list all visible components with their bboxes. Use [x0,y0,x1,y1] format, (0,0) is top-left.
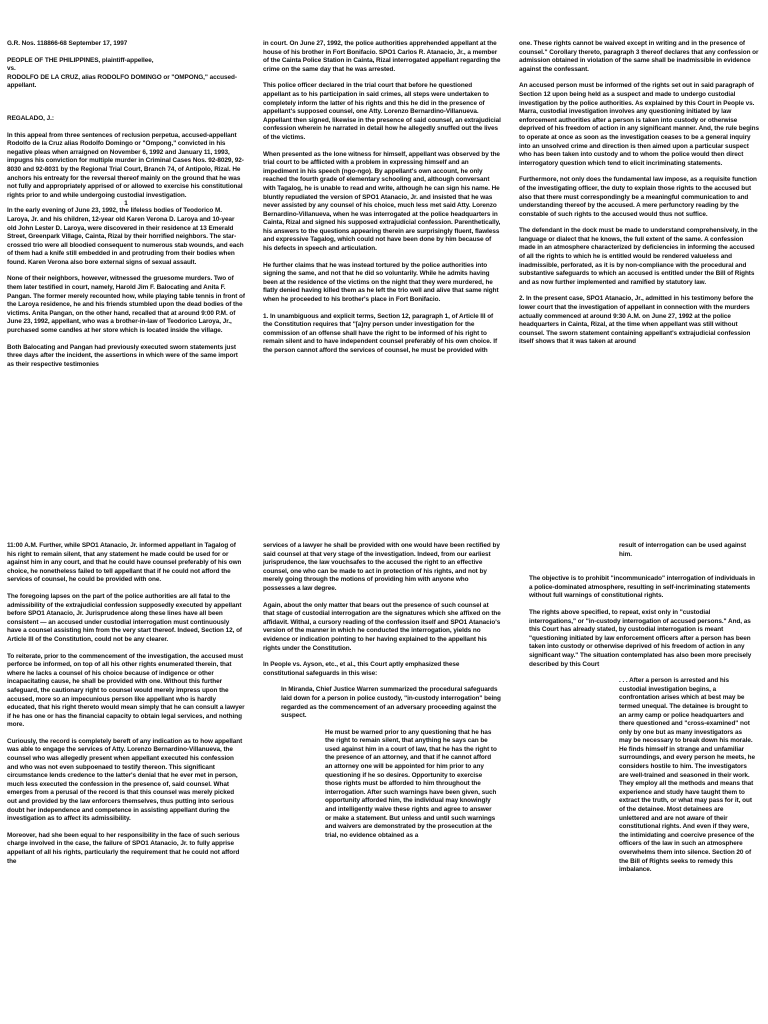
text-column-2 [263,40,501,476]
paragraph: In this appeal from three sentences of reclusion perpetua, accused-appellant Rodolfo de la Cruz alias Rodolfo Domingo or "Ompong," convicted in his negative pleas when arraigned on November 6, 1992 and January 11, 1993, impugns his conviction for multiple murder in Criminal Cases Nos. 92-8029, 92-8030 and 92-8031 by the Regional Trial Court, Branch 74, of Antipolo, Rizal. He anchors his entreaty for the reversal thereof mainly on the ground that he was not fully and appropriately apprised of or allowed to exercise his constitutional rights prior to and while undergoing custodial investigation. [7,131,244,199]
ponente: REGALADO, J.: [7,114,54,122]
text-column-4 [7,542,245,1020]
paragraph: To reiterate, prior to the commencement of the investigation, the accused must perforce be informed, on top of all his other rights enumerated therein, that where he lacks a counsel of his choice because of indigence or other incapacitating cause, he shall be provided with one. Without this further safeguard, the cautionary right to counsel would merely impress upon the accused, more so an impecunious person like appellant who is hardly educated, that his right thereto would mean simply that he can consult a lawyer if he has one or has the financial capacity to obtain legal services, and nothing more. [7,652,245,729]
paragraph: When presented as the lone witness for himself, appellant was observed by the trial court to be afflicted with a problem in expressing himself and an impediment in his speech (ngo-ngo). By appellant's own account, he only reached the fourth grade of elementary schooling and, although conversant with Tagalog, he is unable to read and write, although he can sign his name. He bluntly repudiated the version of SPO1 Atanacio, Jr. and insisted that he was never assisted by any counsel of his choice, much less met said Atty. Lorenzo Bernardino-Villanueva, when he was interrogated at the police headquarters in Cainta, Rizal and signed his supposed extrajudicial confession. Parenthetically, his answers to the questions appearing therein are surprisingly fluent, flawless and expressive Tagalog, which could not have been done by him because of his defects in speech and articulation. [263,150,501,253]
paragraph: The foregoing lapses on the part of the police authorities are all fatal to the admissibility of the extrajudicial confession supposedly executed by appellant before SPO1 Atanacio, Jr. Jurisprudence along these lines have all been consistent — an accused under custodial interrogation must continuously have a counsel assisting him from the very start thereof. Indeed, Section 12, of Article III of the Constitution, could not be any clearer. [7,592,243,643]
plaintiff-line: PEOPLE OF THE PHILIPPINES, plaintiff-appellee, [7,56,154,64]
case-number: G.R. Nos. 118866-68 September 17, 1997 [7,40,128,47]
paragraph: In the early evening of June 23, 1992, the lifeless bodies of Teodorico M. Laroya, Jr. and his children, 12-year old Karen Verona D. Laroya and 10-year old John Lester D. Laroya, were discovered in their residence at 13 Emerald Street, Greenpark Village, Cainta, Rizal by their horrified neighbors. The star-crossed trio were all bloodied consequent to numerous stab wounds, and each of them had a knife still embedded in and protruding from their bodies when found. Karen Verona also bore external signs of sexual assault. [7,207,244,266]
paragraph: The defendant in the dock must be made to understand comprehensively, in the language or dialect that he knows, the full extent of the same. A confession made in an atmosphere characterized by deficiencies in informing the accused of all the rights to which he is entitled would be rendered valueless and inadmissible, perforated, as it is by non-compliance with the procedural and substantive safeguards to which an accused is entitled under the Bill of Rights and as now further implemented and ramified by statutory law. [519,227,758,286]
paragraph: 2. In the present case, SPO1 Atanacio, Jr., admitted in his testimony before the lower court that the investigation of appellant in connection with the murders actually commenced at around 9:30 A.M. on June 27, 1992 at the police headquarters in Cainta, Rizal, at the time when appellant was still without counsel. The sworn statement containing appellant's extrajudicial confession itself shows that it was taken at around [519,295,754,346]
paragraph: in court. On June 27, 1992, the police authorities apprehended appellant at the house of his brother in Fort Bonifacio. SPO1 Carlos R. Atanacio, Jr., a member of the Cainta Police Station in Cainta, Rizal interrogated appellant regarding the crime on the same day that he was arrested. [263,40,501,73]
footnote-marker: 1 [124,200,128,208]
paragraph: He further claims that he was instead tortured by the police authorities into signing the same, and not that he did so voluntarily. While he admits having been at the residence of the victims on the night that they were murdered, he flatly denied having killed them as he left the trio well and alive that same night when he proceeded to his brother's place in Fort Bonifacio. [263,261,499,304]
paragraph: one. These rights cannot be waived except in writing and in the presence of counsel." Corollary thereto, paragraph 3 thereof declares that any confession or admission obtained in violation of the same shall be inadmissible in evidence against the confessant. [519,40,759,73]
paragraph: This police officer declared in the trial court that before he questioned appellant as to his participation in said crimes, all steps were undertaken to completely inform the latter of his rights and this he did in the presence of appellant's supposed counsel, one Atty. Lorenzo Bernardino-Villanueva. Appellant then signed, likewise in the presence of said counsel, an extrajudicial confession wherein he narrated in detail how he allegedly snuffed out the lives of the victims. [263,82,501,141]
paragraph: Moreover, had she been equal to her responsibility in the face of such serious charge involved in the case, the failure of SPO1 Atanacio, Jr. to fully apprise appellant of all his rights, particularly the requirement that he could not afford the [7,831,240,865]
paragraph: In People vs. Ayson, etc., et al., this Court aptly emphasized these constitutional safeguards in this wise: [263,661,460,677]
paragraph: An accused person must be informed of the rights set out in said paragraph of Section 12 upon being held as a suspect and made to undergo custodial investigation by the police authorities. As explained by this Court in People vs. Marra, custodial investigation involves any questioning initiated by law enforcement authorities after a person is taken into custody or otherwise deprived of his freedom of action in any significant manner. And, the rule begins to operate at once as soon as the investigation ceases to be a general inquiry into an unsolved crime and direction is then aimed upon a particular suspect who has been taken into custody and to whom the police would then direct interrogatory question which tend to elicit incriminating statements. [519,82,759,167]
paragraph: 11:00 A.M. Further, while SPO1 Atanacio, Jr. informed appellant in Tagalog of his right to remain silent, that any statement he made could be used for or against him in any court, and that he could have counsel preferably of his own choice, he nonetheless failed to tell appellant that if he could not afford the services of counsel, he could be provided with one. [7,542,242,584]
block-quote: In Miranda, Chief Justice Warren summarized the procedural safeguards laid down for a person in police custody, "in-custody interrogation" being regarded as the commencement of an adversary proceeding against the suspect. [281,686,501,720]
block-quote: The rights above specified, to repeat, exist only in "custodial interrogations," or "in-custody interrogation of accused persons." And, as this Court has already stated, by custodial interrogation is meant "questioning initiated by law enforcement officers after a person has been taken into custody or otherwise deprived of his freedom of action in any significant way." The situation contemplated has also been more precisely described by this Court [529,608,752,668]
text-column-6 [519,542,759,1020]
text-column-1 [7,40,245,476]
versus-line: vs. [7,65,16,73]
paragraph: 1. In unambiguous and explicit terms, Section 12, paragraph 1, of Article III of the Constitution requires that "[a]ny person under investigation for the commission of an offense shall have the right to be informed of his right to remain silent and to have independent counsel preferably of his own choice. If the person cannot afford the services of counsel, he must be provided with [263,312,498,354]
text-column-3 [519,40,759,476]
text-column-5 [263,542,501,1020]
paragraph: services of a lawyer he shall be provided with one would have been rectified by said counsel at that very stage of the investigation. Indeed, from our earliest jurisprudence, the law vouchsafes to the accused the right to an effective counsel, one who can be made to act in protection of his rights, and not by merely going through the motions of providing him with anyone who possesses a law degree. [263,542,500,592]
paragraph: None of their neighbors, however, witnessed the gruesome murders. Two of them later testified in court, namely, Harold Jim F. Balocating and Anita F. Pangan. The former merely recounted how, while playing table tennis in front of the Laroya residence, he and his friends stumbled upon the dead bodies of the victims. Anita Pangan, on the other hand, recalled that at around 9:00 P.M. of June 23, 1992, appellant, who was a brother-in-law of Teodorico Laroya, Jr., purchased some candles at her store which is located inside the village. [7,275,245,335]
paragraph: Furthermore, not only does the fundamental law impose, as a requisite function of the investigating officer, the duty to explain those rights to the accused but also that there must correspondingly be a meaningful communication to and understanding thereof by the accused. A mere perfunctory reading by the constable of such rights to the accused would thus not suffice. [519,176,757,218]
block-quote-continued: result of interrogation can be used against him. [619,542,747,558]
paragraph: Curiously, the record is completely bereft of any indication as to how appellant was able to engage the services of Atty. Lorenzo Bernardino-Villanueva, the counsel who was allegedly present when appellant executed his confession and who was not even subpoenaed to testify thereon. This significant circumstance lends credence to the latter's denial that he ever met in person, much less executed the confession in the presence of, said counsel. What emerges from a perusal of the record is that this counsel was merely picked out and provided by the law enforcers themselves, thus putting into serious doubt her independence and competence in assisting appellant during the investigation as to affect its admissibility. [7,737,243,823]
paragraph: Again, about the only matter that bears out the presence of such counsel at that stage of custodial interrogation are the signatures which she affixed on the affidavit. Withal, a cursory reading of the confession itself and SPO1 Atanacio's version of the manner in which he conducted the interrogation, yields no evidence or indication pointing to her having explained to the appellant his rights under the Constitution. [263,601,501,652]
accused-line: RODOLFO DE LA CRUZ, alias RODOLFO DOMINGO or "OMPONG," accused-appellant. [7,73,237,90]
block-quote: The objective is to prohibit "incommunicado" interrogation of individuals in a police-dominated atmosphere, resulting in self-incriminating statements without full warnings of constitutional rights. [529,575,755,600]
block-quote-nested: . . . After a person is arrested and his custodial investigation begins, a confrontation arises which at best may be termed unequal. The detainee is brought to an army camp or police headquarters and there questioned and "cross-examined" not only by one but as many investigators as may be necessary to break down his morale. He finds himself in strange and unfamiliar surroundings, and every person he meets, he considers hostile to him. The investigators are well-trained and seasoned in their work. They employ all the methods and means that experience and study have taught them to extract the truth, or what may pass for it, out of the detainee. Most detainees are unlettered and are not aware of their constitutional rights. And even if they were, the intimidating and coercive presence of the officers of the law in such an atmosphere overwhelms them into silence. Section 20 of the Bill of Rights seeks to remedy this imbalance. [619,677,755,874]
paragraph: Both Balocating and Pangan had previously executed sworn statements just three days after the incident, the assertions in which were of the same import as their respective testimonies [7,343,238,368]
block-quote-nested: He must be warned prior to any questioning that he has the right to remain silent, that anything he says can be used against him in a court of law, that he has the right to the presence of an attorney, and that if he cannot afford an attorney one will be appointed for him prior to any questioning if he so desires. Opportunity to exercise those rights must be afforded to him throughout the interrogation. After such warnings have been given, such opportunity afforded him, the individual may knowingly and intelligently waive these rights and agree to answer or make a statement. But unless and until such warnings and waivers are demonstrated by the prosecution at the trial, no evidence obtained as a [325,728,497,839]
